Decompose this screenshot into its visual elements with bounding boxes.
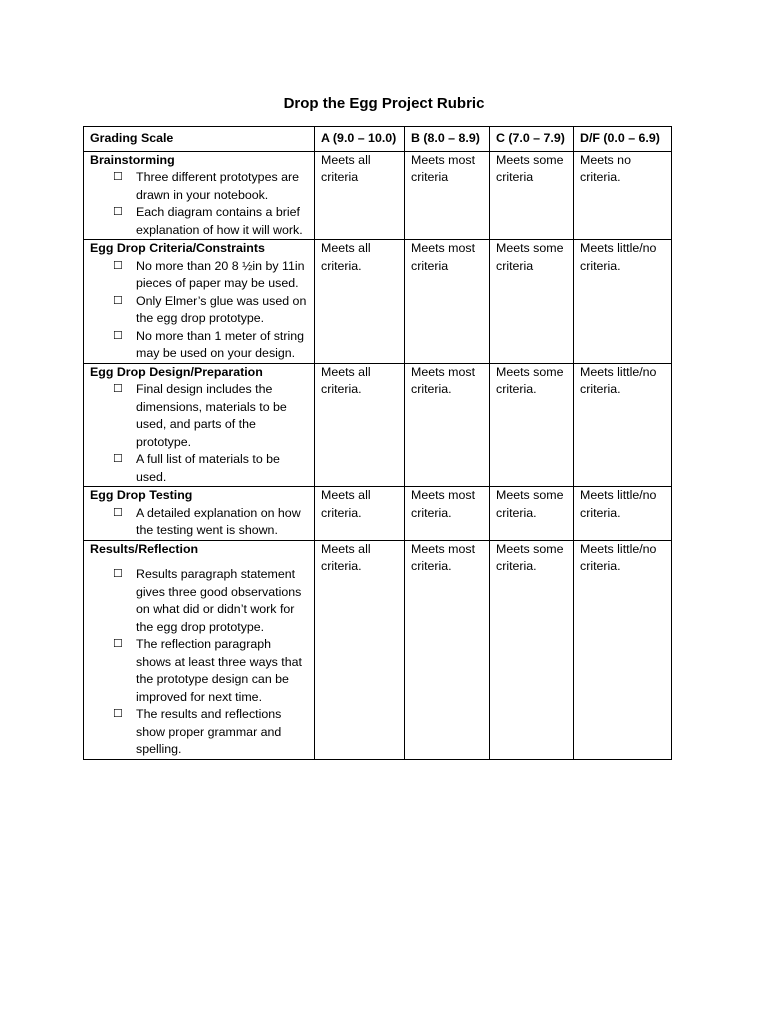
checkbox-icon: ☐ [113, 638, 123, 650]
checkbox-icon: ☐ [113, 171, 123, 183]
item-text: No more than 20 8 ½in by 11in pieces of paper may be used. [136, 258, 305, 290]
checkbox-icon: ☐ [113, 294, 123, 307]
table-row [84, 540, 672, 759]
list-item [90, 566, 308, 636]
grade-b-cell: Meets most criteria. [405, 487, 490, 541]
grade-c-cell: Meets some criteria. [490, 540, 574, 759]
item-text: Three different prototypes are drawn in your notebook. [136, 170, 300, 202]
table-row [84, 363, 672, 487]
criteria-list [90, 566, 308, 759]
checkbox-icon: ☐ [113, 453, 123, 465]
page-title: Drop the Egg Project Rubric [283, 95, 485, 112]
criteria-list [90, 169, 308, 239]
checkbox-icon: ☐ [113, 568, 123, 580]
table-row [84, 487, 672, 541]
grade-b-cell: Meets most criteria. [405, 363, 490, 487]
checkbox-icon: ☐ [113, 329, 123, 342]
criteria-title: Egg Drop Criteria/Constraints [90, 241, 265, 255]
criteria-title: Egg Drop Testing [90, 488, 193, 502]
list-item [90, 328, 308, 363]
spacer [90, 558, 308, 566]
grade-c-cell: Meets some criteria. [490, 487, 574, 541]
criteria-cell [84, 540, 315, 759]
item-text: The reflection paragraph shows at least three ways that the prototype design can be improved for next time. [136, 637, 302, 704]
grade-c-cell: Meets some criteria [490, 240, 574, 364]
list-item [90, 293, 308, 328]
criteria-list [90, 505, 308, 540]
item-text: Each diagram contains a brief explanation of how it will work. [136, 205, 303, 237]
item-text: Results paragraph statement gives three good observations on what did or didn’t work for the egg drop prototype. [136, 567, 302, 634]
list-item [90, 258, 308, 293]
header-grade-c: C (7.0 – 7.9) [490, 127, 574, 152]
grade-b-cell: Meets most criteria [405, 240, 490, 364]
list-item [90, 451, 308, 486]
grade-a-cell: Meets all criteria. [315, 363, 405, 487]
item-text: Only Elmer’s glue was used on the egg drop prototype. [136, 293, 307, 325]
grade-df-cell: Meets no criteria. [574, 151, 672, 240]
item-text: Final design includes the dimensions, materials to be used, and parts of the prototype. [136, 382, 287, 449]
header-grade-b: B (8.0 – 8.9) [405, 127, 490, 152]
criteria-list [90, 258, 308, 363]
table-row [84, 240, 672, 364]
grade-df-cell: Meets little/no criteria. [574, 240, 672, 364]
grade-a-cell: Meets all criteria. [315, 487, 405, 541]
item-text: No more than 1 meter of string may be used on your design. [136, 328, 305, 360]
checkbox-icon: ☐ [113, 259, 123, 272]
checkbox-icon: ☐ [113, 708, 123, 720]
grade-c-cell: Meets some criteria. [490, 363, 574, 487]
item-text: The results and reflections show proper grammar and spelling. [136, 707, 282, 756]
header-grade-a: A (9.0 – 10.0) [315, 127, 405, 152]
list-item [90, 169, 308, 204]
criteria-cell [84, 151, 315, 240]
header-grading-scale: Grading Scale [84, 127, 315, 152]
list-item [90, 706, 308, 759]
grade-df-cell: Meets little/no criteria. [574, 487, 672, 541]
list-item [90, 636, 308, 706]
criteria-title: Egg Drop Design/Preparation [90, 364, 263, 379]
header-row [84, 127, 672, 152]
criteria-cell [84, 363, 315, 487]
item-text: A full list of materials to be used. [136, 452, 280, 484]
checkbox-icon: ☐ [113, 506, 123, 519]
criteria-title: Brainstorming [90, 152, 175, 167]
header-grade-df: D/F (0.0 – 6.9) [574, 127, 672, 152]
grade-df-cell: Meets little/no criteria. [574, 363, 672, 487]
grade-a-cell: Meets all criteria [315, 151, 405, 240]
grade-a-cell: Meets all criteria. [315, 240, 405, 364]
list-item [90, 505, 308, 540]
item-text: A detailed explanation on how the testing went is shown. [136, 505, 301, 537]
list-item [90, 204, 308, 239]
list-item [90, 381, 308, 451]
criteria-cell [84, 240, 315, 364]
rubric-table [83, 126, 672, 760]
criteria-title: Results/Reflection [90, 541, 199, 556]
grade-b-cell: Meets most criteria. [405, 540, 490, 759]
grade-a-cell: Meets all criteria. [315, 540, 405, 759]
checkbox-icon: ☐ [113, 383, 123, 395]
grade-c-cell: Meets some criteria [490, 151, 574, 240]
criteria-list [90, 381, 308, 486]
table-row [84, 151, 672, 240]
grade-df-cell: Meets little/no criteria. [574, 540, 672, 759]
grade-b-cell: Meets most criteria [405, 151, 490, 240]
criteria-cell [84, 487, 315, 541]
checkbox-icon: ☐ [113, 206, 123, 218]
